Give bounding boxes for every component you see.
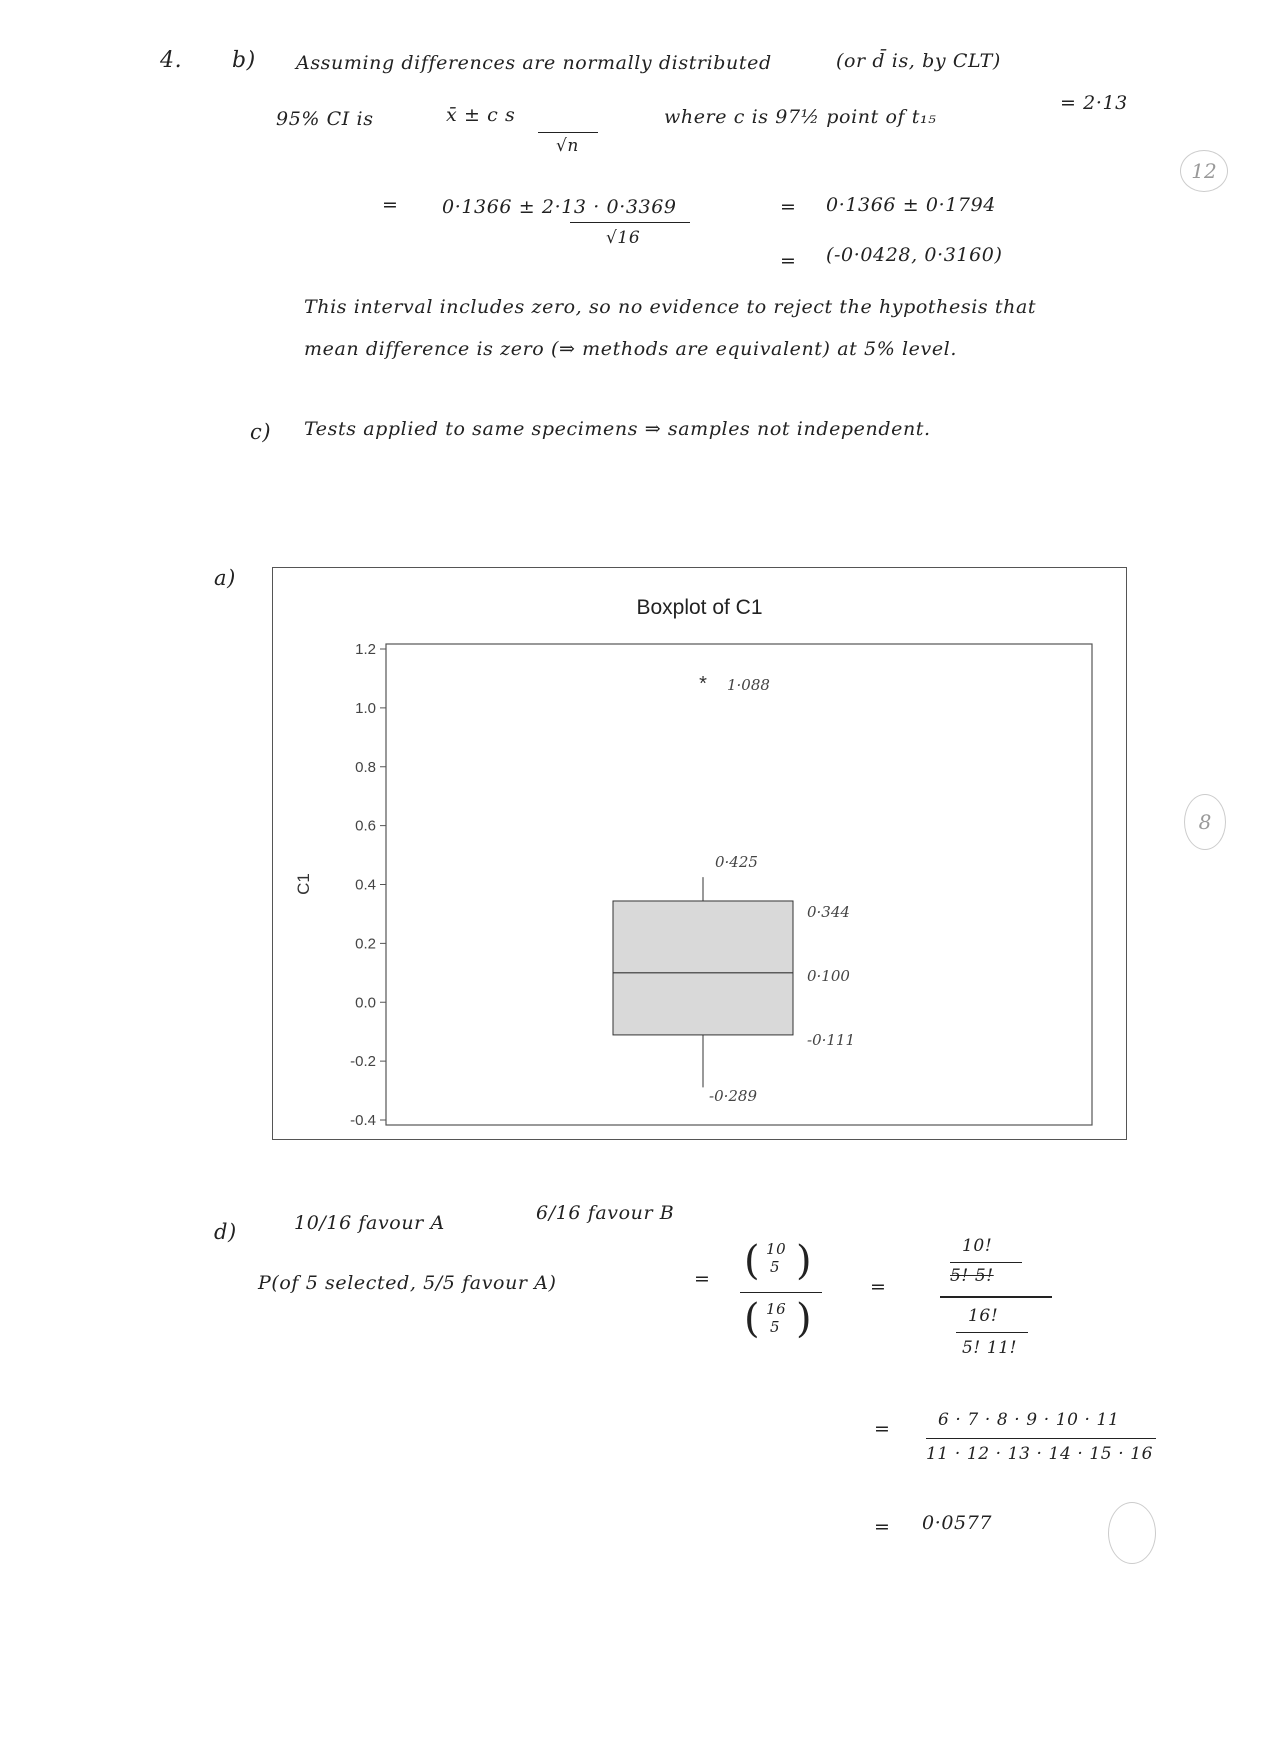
assumption-note: (or d̄ is, by CLT) <box>836 50 1001 72</box>
factorial-num-top: 10! <box>962 1236 993 1256</box>
favour-a-text: 10/16 favour A <box>294 1212 445 1234</box>
binom-fraction-line <box>740 1292 822 1293</box>
y-tick-label: 0.6 <box>355 817 376 835</box>
y-ticks <box>350 641 386 1129</box>
outlier-point: * <box>699 672 707 695</box>
binom-top-close-paren: ) <box>796 1238 813 1284</box>
y-tick-label: -0.2 <box>350 1053 376 1071</box>
product-numerator: 6 · 7 · 8 · 9 · 10 · 11 <box>938 1410 1120 1430</box>
part-a-score-mark: 8 <box>1184 794 1226 850</box>
y-tick-label: 0.8 <box>355 758 376 776</box>
factorial-den-line <box>956 1332 1028 1333</box>
y-tick-label: 0.2 <box>355 935 376 953</box>
confidence-interval: (-0·0428, 0·3160) <box>826 244 1003 266</box>
part-a-label: a) <box>214 566 236 590</box>
assumption-text: Assuming differences are normally distributed <box>296 52 772 74</box>
conclusion-line-1: This interval includes zero, so no evidence to reject the hypothesis that <box>304 296 1037 318</box>
eq-2: = <box>870 1276 887 1298</box>
eq-3: = <box>874 1418 891 1440</box>
calc-result: 0·1366 ± 0·1794 <box>826 194 996 216</box>
boxplot-svg <box>273 568 1126 1139</box>
where-text: where c is 97½ point of t₁₅ <box>664 106 937 128</box>
calc-fraction-line <box>570 222 690 223</box>
y-tick-label: 0.0 <box>355 994 376 1012</box>
q3-value: 0·344 <box>807 902 850 921</box>
eq-1: = <box>694 1268 711 1290</box>
binom-top-n: 10 <box>766 1240 787 1258</box>
binom-top-open-paren: ( <box>744 1238 761 1284</box>
calc-denominator: √16 <box>606 228 641 248</box>
binom-bot-n: 16 <box>766 1300 787 1318</box>
part-b-label: b) <box>232 48 256 73</box>
factorial-num-bottom: 5! 5! <box>950 1266 994 1286</box>
binom-top-k: 5 <box>770 1258 781 1276</box>
box-marks <box>613 673 793 1087</box>
y-tick-label: 1.2 <box>355 641 376 658</box>
eq-4: = <box>874 1516 891 1538</box>
c-value: = 2·13 <box>1060 92 1128 114</box>
conclusion-line-2: mean difference is zero (⇒ methods are equivalent) at 5% level. <box>304 338 957 360</box>
plot-area <box>386 644 1092 1125</box>
part-c-label: c) <box>250 420 272 444</box>
outlier-value: 1·088 <box>727 675 770 694</box>
calc-equals: = <box>382 194 399 216</box>
interval-equals: = <box>780 250 797 272</box>
upper-whisker-value: 0·425 <box>715 853 758 872</box>
y-tick-label: 0.4 <box>355 876 376 894</box>
ci-fraction-line <box>538 132 598 133</box>
question-number: 4. <box>160 48 183 73</box>
product-fraction-line <box>926 1438 1156 1439</box>
factorial-num-line <box>950 1262 1022 1263</box>
calc-numerator: 0·1366 ± 2·13 · 0·3369 <box>442 196 677 218</box>
median-value: 0·100 <box>807 966 850 985</box>
y-tick-label: 1.0 <box>355 699 376 717</box>
q1-value: -0·111 <box>807 1030 856 1049</box>
binom-bot-k: 5 <box>770 1318 781 1336</box>
part-b-score-mark: 12 <box>1180 150 1228 192</box>
factorial-den-top: 16! <box>968 1306 999 1326</box>
part-d-label: d) <box>214 1220 237 1244</box>
y-tick-label: -0.4 <box>350 1112 376 1129</box>
lower-whisker-value: -0·289 <box>709 1087 758 1106</box>
probability-label: P(of 5 selected, 5/5 favour A) <box>258 1272 557 1294</box>
ci-label: 95% CI is <box>276 108 374 130</box>
binom-bot-open-paren: ( <box>744 1296 761 1342</box>
part-d-score-mark <box>1108 1502 1156 1564</box>
iqr-box <box>613 901 793 1035</box>
chart-title: Boxplot of C1 <box>636 596 763 619</box>
product-denominator: 11 · 12 · 13 · 14 · 15 · 16 <box>926 1444 1154 1464</box>
ci-formula-denominator: √n <box>556 136 579 156</box>
part-c-text: Tests applied to same specimens ⇒ samples not independent. <box>304 418 931 440</box>
ci-formula-numerator: x̄ ± c s <box>446 104 516 126</box>
factorial-den-bottom: 5! 11! <box>962 1338 1018 1358</box>
calc-equals-2: = <box>780 196 797 218</box>
final-probability: 0·0577 <box>922 1512 993 1534</box>
boxplot-chart <box>272 567 1127 1140</box>
favour-b-text: 6/16 favour B <box>536 1202 675 1224</box>
factorial-main-line <box>940 1296 1052 1298</box>
y-axis-label: C1 <box>294 873 313 895</box>
binom-bot-close-paren: ) <box>796 1296 813 1342</box>
